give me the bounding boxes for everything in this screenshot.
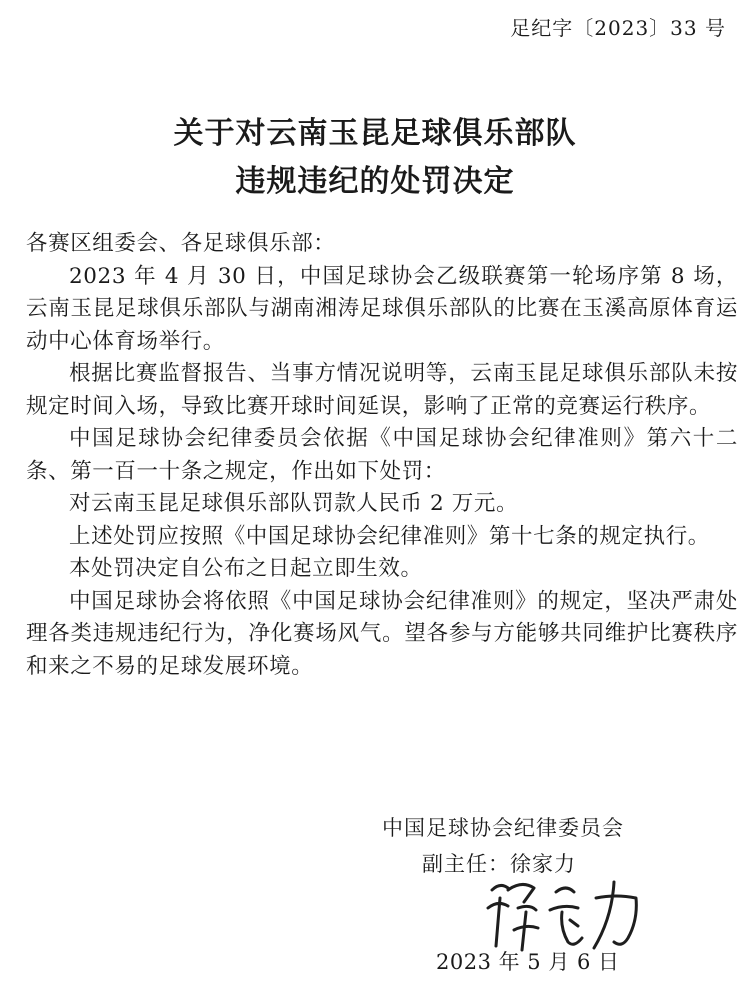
paragraph-execution: 上述处罚应按照《中国足球协会纪律准则》第十七条的规定执行。 bbox=[69, 523, 710, 549]
salutation: 各赛区组委会、各足球俱乐部： bbox=[26, 231, 336, 256]
paragraph-violation: 根据比赛监督报告、当事方情况说明等，云南玉昆足球俱乐部队未按规定时间入场，导致比赛开球时间延误，影响了正常的竞赛运行秩序。 bbox=[26, 361, 738, 419]
document-title-line-1: 关于对云南玉昆足球俱乐部队 bbox=[173, 116, 577, 151]
document-body bbox=[26, 228, 738, 683]
paragraph-match-info: 2023 年 4 月 30 日，中国足球协会乙级联赛第一轮场序第 8 场，云南玉昆足球俱乐部队与湖南湘涛足球俱乐部队的比赛在玉溪高原体育运动中心体育场举行。 bbox=[26, 263, 738, 354]
signatory-role: 副主任：徐家力 bbox=[422, 852, 576, 876]
paragraph-closing: 中国足球协会将依照《中国足球协会纪律准则》的规定，坚决严肃处理各类违规违纪行为，净化赛场风气。望各参与方能够共同维护比赛秩序和来之不易的足球发展环境。 bbox=[26, 588, 738, 679]
paragraph-legal-basis: 中国足球协会纪律委员会依据《中国足球协会纪律准则》第六十二条、第一百一十条之规定，作出如下处罚： bbox=[26, 426, 738, 484]
document-title-line-2: 违规违纪的处罚决定 bbox=[235, 164, 515, 199]
issue-date: 2023 年 5 月 6 日 bbox=[436, 950, 620, 974]
paragraph-penalty: 对云南玉昆足球俱乐部队罚款人民币 2 万元。 bbox=[69, 491, 519, 516]
handwritten-signature bbox=[478, 868, 648, 958]
paragraph-effective: 本处罚决定自公布之日起立即生效。 bbox=[69, 556, 423, 581]
document-number: 足纪字〔2023〕33 号 bbox=[510, 16, 726, 40]
issuing-organization: 中国足球协会纪律委员会 bbox=[382, 816, 624, 840]
